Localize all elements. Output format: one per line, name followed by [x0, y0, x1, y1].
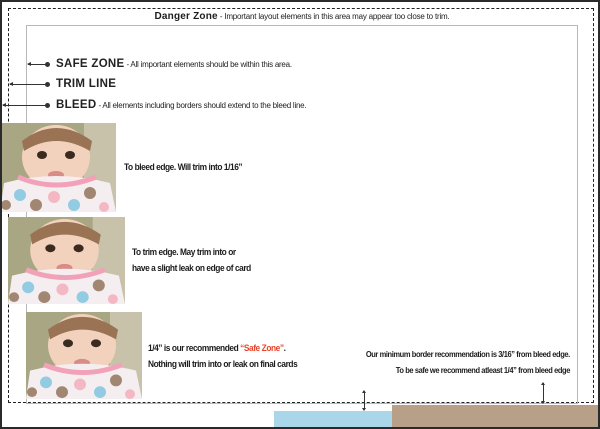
danger-zone-header [2, 11, 600, 22]
caption-line: To trim edge. May trim into or [132, 247, 236, 258]
bullet-dot-icon [45, 82, 50, 87]
bullet-dot-icon [45, 103, 50, 108]
danger-zone-title: Danger Zone [154, 11, 218, 22]
baby-photo-trim [8, 217, 125, 304]
baby-photo-safe-zone [26, 312, 142, 399]
measure-arrow-icon [364, 391, 365, 410]
caption-line: have a slight leak on edge of card [132, 263, 251, 274]
caption-text: 1/4” is our recommended [148, 343, 241, 354]
border-example-blue [274, 411, 392, 429]
caption-line: To bleed edge. Will trim into 1/16” [124, 162, 243, 173]
measure-arrow-icon [543, 383, 544, 403]
baby-photo-bleed [0, 123, 116, 212]
caption-line: Nothing will trim into or leak on final cards [148, 359, 298, 370]
arrow-left-icon [3, 105, 46, 106]
caption-trim [132, 245, 251, 277]
arrow-left-icon [10, 84, 46, 85]
caption-bleed [124, 160, 242, 176]
arrow-left-icon [28, 64, 46, 65]
caption-text: . [283, 343, 286, 354]
border-note-recommended: To be safe we recommend atleast 1/4” from bleed edge [395, 365, 570, 375]
legend-title: BLEED [56, 99, 97, 111]
legend-title: TRIM LINE [56, 78, 117, 90]
legend-description: - All elements including borders should extend to the bleed line. [96, 101, 307, 110]
safe-zone-highlight: “Safe Zone” [240, 343, 284, 354]
caption-line [148, 341, 297, 357]
bullet-dot-icon [45, 62, 50, 67]
legend-title: SAFE ZONE [56, 58, 125, 70]
legend-description: - All important elements should be within this area. [124, 60, 292, 69]
border-example-tan [392, 405, 600, 429]
danger-zone-description: - Important layout elements in this area may appear too close to trim. [217, 12, 450, 21]
caption-safe-zone [148, 341, 297, 373]
border-note-minimum: Our minimum border recommendation is 3/16” from bleed edge. [366, 349, 570, 359]
